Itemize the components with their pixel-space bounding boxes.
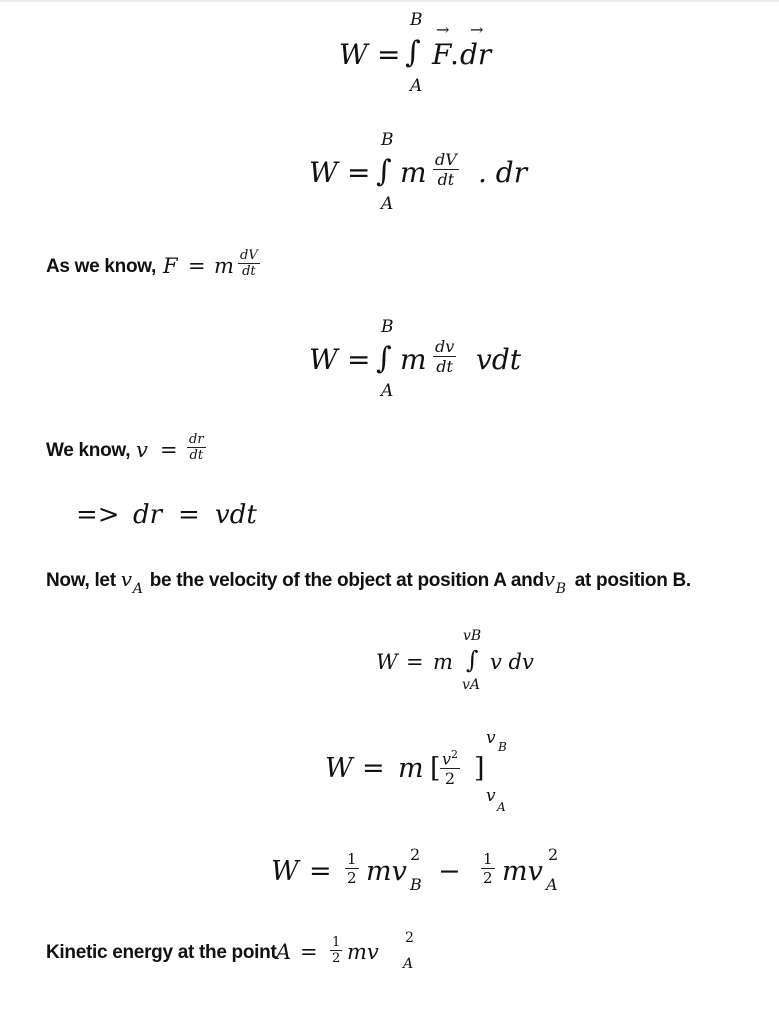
eq3-upper-limit: B	[381, 317, 394, 337]
eq2-fraction	[433, 150, 459, 189]
kinetic-equals: =	[300, 940, 318, 964]
eq3-equals: =	[347, 343, 371, 376]
implies-rhs: vdt	[215, 500, 257, 530]
eq4-lower-limit: vA	[462, 677, 481, 693]
as-we-know-label: As we know,	[46, 256, 157, 277]
velocity-b: v B	[543, 567, 566, 597]
eq3-lhs: W	[309, 343, 338, 376]
kinetic-half: $\frac{1}{2}$	[332, 935, 341, 966]
implies-lhs: dr	[133, 500, 163, 530]
eq2-tail: . dr	[478, 156, 528, 189]
eq6-sub2: A	[546, 875, 558, 894]
eq5-upper-limit: v	[486, 728, 496, 748]
velocity-var: v	[136, 438, 148, 462]
implies-arrow: =>	[76, 500, 120, 530]
force-numerator: dV	[240, 248, 258, 263]
force-equals: =	[188, 254, 206, 278]
force-fraction	[238, 248, 260, 279]
eq3-tail: vdt	[476, 343, 521, 376]
now-let-part3: at position B.	[569, 570, 691, 591]
eq6-lhs: W	[271, 856, 299, 887]
force-denominator: dt	[242, 264, 256, 279]
eq2-equals: =	[347, 156, 371, 189]
now-let-part2: be the velocity of the object at position A and	[144, 570, 544, 591]
implies-equals: =	[178, 500, 200, 530]
kinetic-label: Kinetic energy at the point	[46, 942, 277, 963]
eq6-equals: =	[309, 856, 332, 887]
eq5-mass: m	[398, 753, 424, 784]
velocity-fraction	[187, 432, 206, 463]
eq6-term1: mv	[366, 856, 407, 887]
eq1-lower-limit: A	[410, 76, 423, 96]
eq5-denominator: 2	[444, 769, 456, 789]
force-var: F	[163, 254, 178, 278]
eq4-integrand: v dv	[490, 650, 534, 674]
kinetic-var: A	[276, 940, 292, 964]
eq2-lhs: W	[309, 156, 338, 189]
eq1-dot: .	[450, 38, 459, 71]
velocity-numerator: dr	[189, 432, 204, 447]
velocity-a: v A	[120, 567, 143, 597]
eq4-lhs: W	[376, 650, 398, 674]
integral-icon: ∫	[405, 35, 421, 70]
eq1-upper-limit: B	[410, 10, 423, 30]
eq3-numerator: dv	[435, 337, 455, 356]
velocity-denominator: dt	[189, 448, 204, 463]
kinetic-sub: A	[403, 956, 414, 972]
eq4-mass: m	[433, 650, 453, 674]
integral-icon: ∫	[376, 341, 392, 376]
eq2-mass: m	[400, 156, 427, 189]
eq6-sub1: B	[410, 875, 422, 894]
eq2-upper-limit: B	[381, 130, 394, 150]
integral-icon: ∫	[376, 154, 392, 189]
eq5-lower-sub: A	[497, 800, 506, 814]
top-border	[0, 0, 779, 2]
eq6-half-2: $\frac{1}{2}$	[483, 850, 493, 887]
now-let-part1: Now, let	[46, 570, 121, 591]
eq4-equals: =	[406, 650, 424, 674]
eq6-term2: mv	[502, 856, 543, 887]
eq5-numerator: $v^2$	[442, 748, 459, 769]
eq6-minus: −	[438, 856, 461, 887]
kinetic-term: mv	[347, 940, 379, 964]
velocity-equals: =	[160, 438, 178, 462]
vector-arrow-icon: →	[470, 20, 484, 39]
eq4-upper-limit: vB	[463, 628, 482, 644]
eq5-left-bracket: [	[430, 753, 441, 784]
eq6-exp1: 2	[410, 845, 421, 864]
eq6-exp2: 2	[548, 845, 559, 864]
eq5-right-bracket: ]	[474, 753, 485, 784]
integral-icon: ∫	[466, 646, 479, 674]
kinetic-exp: 2	[405, 930, 414, 946]
eq5-lhs: W	[325, 753, 353, 784]
eq6-half-1: $\frac{1}{2}$	[347, 850, 357, 887]
eq2-lower-limit: A	[381, 194, 394, 214]
eq3-denominator: dt	[436, 357, 453, 376]
eq3-lower-limit: A	[381, 381, 394, 401]
force-mass: m	[214, 254, 234, 278]
eq2-numerator: dV	[435, 150, 457, 169]
eq1-force: F	[432, 38, 452, 71]
we-know-label: We know,	[46, 440, 131, 461]
eq5-equals: =	[362, 753, 385, 784]
eq1-dr: dr	[460, 38, 492, 71]
eq3-fraction	[433, 337, 456, 376]
eq1-equals: =	[377, 38, 401, 71]
eq5-lower-limit: v	[486, 786, 496, 806]
eq3-mass: m	[400, 343, 427, 376]
eq5-upper-sub: B	[498, 740, 507, 754]
eq5-fraction	[440, 748, 460, 788]
vector-arrow-icon: →	[436, 20, 450, 39]
statement-velocities	[46, 567, 691, 597]
eq2-denominator: dt	[437, 170, 455, 189]
eq1-lhs: W	[339, 38, 368, 71]
